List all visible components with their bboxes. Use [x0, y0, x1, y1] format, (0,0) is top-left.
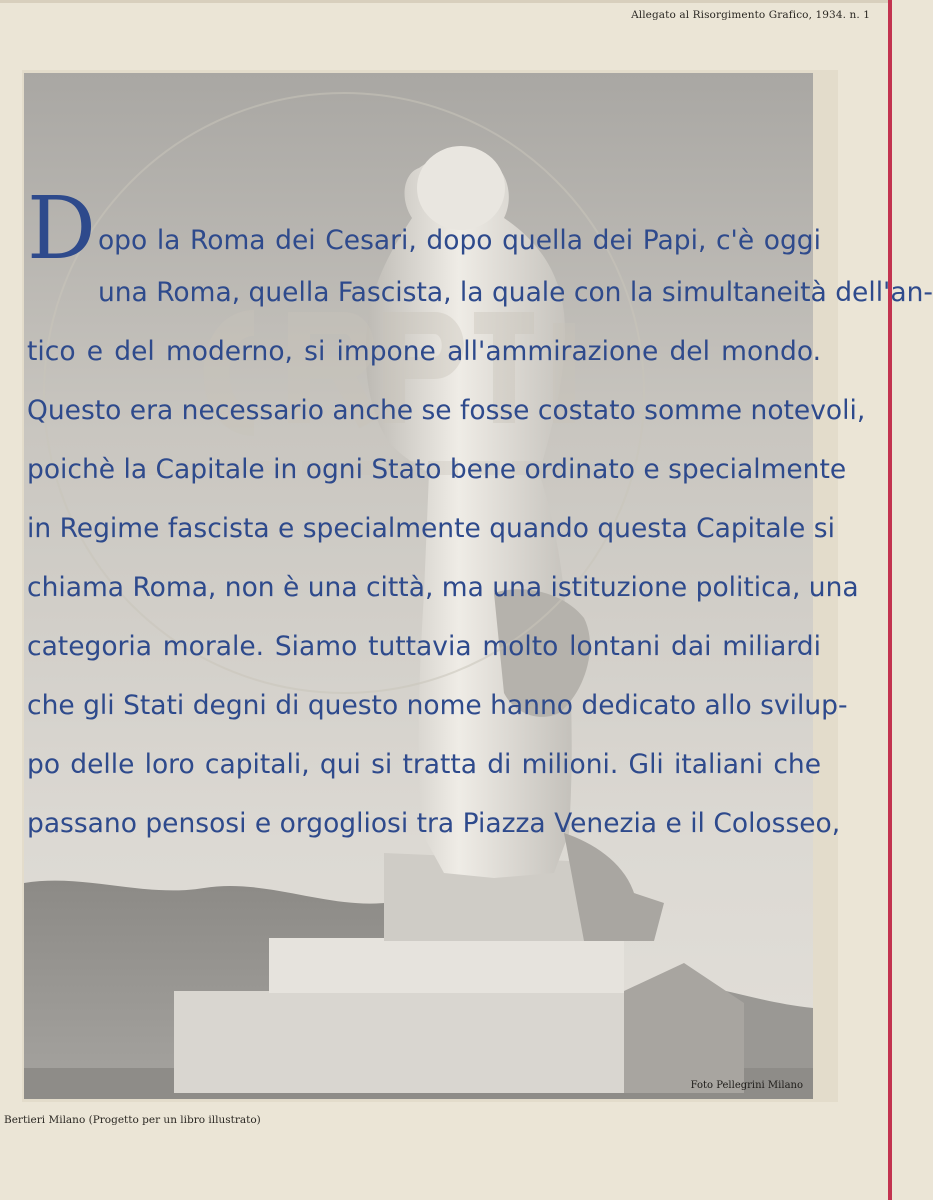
- running-header: Allegato al Risorgimento Grafico, 1934. n. 1: [631, 9, 870, 21]
- pedestal-base: [174, 991, 624, 1093]
- text-line-4: Questo era necessario anche se fosse costato somme notevoli,: [27, 395, 866, 426]
- photo-credit: Foto Pellegrini Milano: [690, 1080, 803, 1091]
- drop-cap: D: [27, 179, 96, 279]
- text-line-1: [27, 179, 821, 279]
- text-line-10: po delle loro capitali, qui si tratta di milioni. Gli italiani che: [27, 749, 821, 780]
- photo-plate: [24, 73, 933, 1099]
- text-line-9: che gli Stati degni di questo nome hanno dedicato allo svilup-: [27, 690, 848, 721]
- caption: Bertieri Milano (Progetto per un libro illustrato): [4, 1114, 261, 1126]
- text-line-2: una Roma, quella Fascista, la quale con la simultaneità dell'an-: [97, 277, 933, 308]
- text-line-5: poichè la Capitale in ogni Stato bene ordinato e specialmente: [27, 454, 847, 485]
- text-line-11: passano pensosi e orgogliosi tra Piazza Venezia e il Colosseo,: [27, 808, 841, 839]
- text-line-1-content: opo la Roma dei Cesari, dopo quella dei Papi, c'è oggi: [97, 225, 821, 256]
- text-line-6: in Regime fascista e specialmente quando questa Capitale si: [27, 513, 835, 544]
- text-line-8: categoria morale. Siamo tuttavia molto lontani dai miliardi: [27, 631, 821, 662]
- page-right-edge: [888, 0, 892, 1200]
- text-line-7: chiama Roma, non è una città, ma una istituzione politica, una: [27, 572, 859, 603]
- body-text: [27, 179, 933, 853]
- pedestal-top: [269, 938, 624, 993]
- page-top-edge: [0, 0, 892, 3]
- text-line-3: tico e del moderno, si impone all'ammirazione del mondo.: [27, 336, 821, 367]
